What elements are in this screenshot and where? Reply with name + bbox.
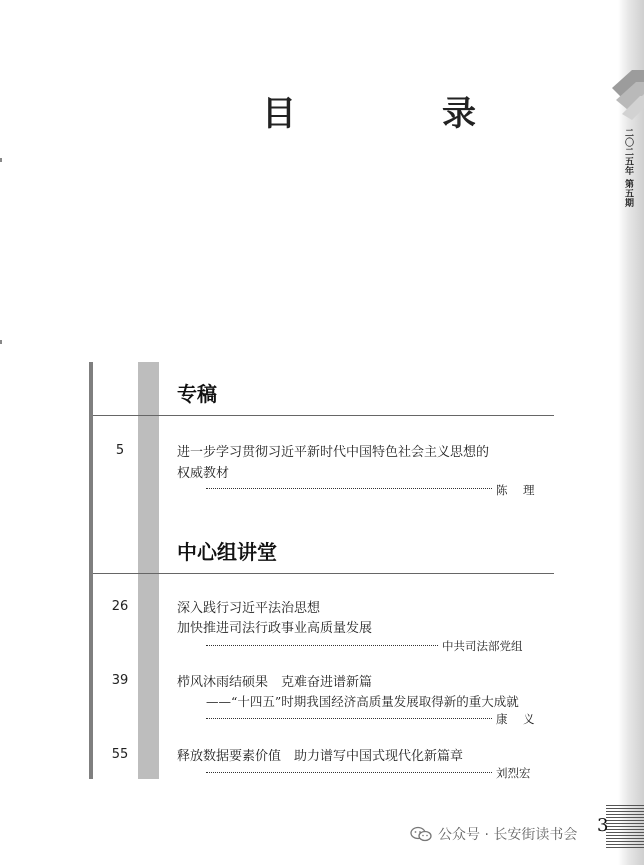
entry-title-line[interactable]: 栉风沐雨结硕果 克难奋进谱新篇 [177,675,373,690]
entry-author: 康 义 [496,712,537,726]
entry-subtitle[interactable]: ——“十四五”时期我国经济高质量发展取得新的重大成就 [206,694,519,709]
watermark [410,824,577,844]
page-title: 目 录 [262,94,532,134]
entry-page-number[interactable]: 5 [115,443,125,458]
entry-page-number[interactable]: 39 [111,673,129,688]
entry-author: 刘烈宏 [496,766,531,780]
page-number: 3 [597,815,609,836]
section-divider [93,573,554,574]
issue-date-vertical: 二〇二五年 第五期 [623,128,633,208]
margin-mark [0,340,2,344]
entry-title-line[interactable]: 加快推进司法行政事业高质量发展 [177,621,373,636]
entry-author: 陈 理 [496,483,537,497]
entry-title-line[interactable]: 权威教材 [177,466,230,481]
section-heading: 专稿 [177,382,217,406]
leader-dots [206,488,492,489]
entry-page-number[interactable]: 55 [111,747,129,762]
leader-dots [206,645,438,646]
toc-left-rule [89,362,93,779]
leader-dots [206,718,492,719]
entry-author: 中共司法部党组 [442,639,523,653]
entry-title-line[interactable]: 深入践行习近平法治思想 [177,601,321,616]
toc-page-column-bar [138,362,159,779]
entry-title-line[interactable]: 进一步学习贯彻习近平新时代中国特色社会主义思想的 [177,445,490,460]
section-heading: 中心组讲堂 [177,540,277,564]
margin-mark [0,158,2,162]
wechat-icon [410,826,432,842]
entry-title-line[interactable]: 释放数据要素价值 助力谱写中国式现代化新篇章 [177,749,464,764]
edge-stripe-lines [606,805,644,850]
leader-dots [206,772,492,773]
watermark-text: 公众号 · 长安街读书会 [438,827,578,843]
edge-ribbon-graphic [612,70,644,120]
section-divider [93,415,554,416]
entry-page-number[interactable]: 26 [111,599,129,614]
